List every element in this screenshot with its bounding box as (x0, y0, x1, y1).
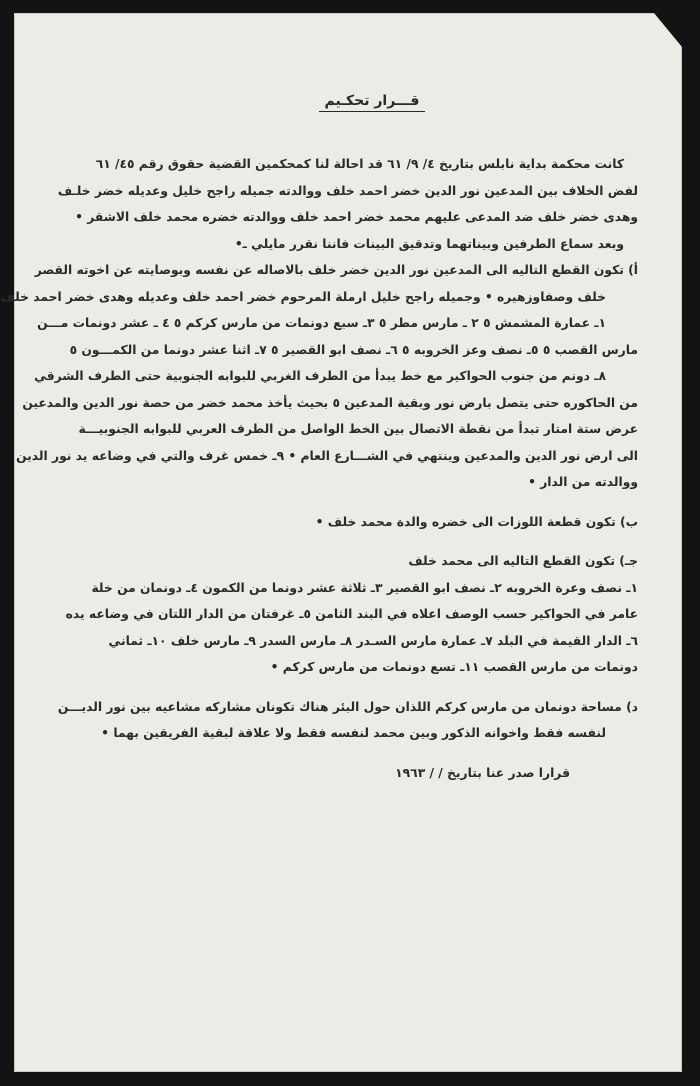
text-line: د) مساحة دونمان من مارس كركم اللذان حول البئر هناك تكونان مشاركه مشاعيه بين نور الديـــن (57, 699, 638, 714)
document-title: قـــرار تحكـيم (104, 93, 640, 109)
document-body (0, 93, 640, 786)
text-line: عرض ستة امتار تبدأ من نقطة الاتصال بين الخط الواصل من الطرف العربي للبوابه الجنوبيـــة (78, 422, 638, 436)
text-line: كانت محكمة بداية نابلس بتاريخ ٤/ ٩/ ٦١ قد احالة لنا كمحكمين القضية حقوق رقم ٤٥/ ٦١ (95, 157, 624, 171)
text-line: أ) تكون القطع التاليه الى المدعين نور الدين خضر خلف بالاصاله عن نفسه وبوصايته عن اخوته القصر (34, 263, 638, 277)
text-line: ب) تكون قطعة اللوزات الى خضره والدة محمد خلف • (315, 514, 638, 529)
spacer (44, 681, 640, 694)
text-line: جـ) تكون القطع التاليه الى محمد خلف (408, 554, 638, 568)
text-line: وبعد سماع الطرفين وبيناتهما وتدقيق البينات فاننا نقرر مايلي ـ• (234, 236, 624, 251)
folded-corner (654, 13, 682, 47)
spacer (44, 496, 640, 509)
text-line: وهدى خضر خلف ضد المدعى عليهم محمد خضر احمد خلف ووالدته خضره محمد خلف الاشقر • (75, 210, 638, 224)
text-line: ١ـ عمارة المشمش ٥ ٢ ـ مارس مطر ٥ ٣ـ سبع دونمات من مارس كركم ٥ ٤ ـ عشر دونمات مـــن (37, 316, 606, 330)
spacer (44, 747, 640, 760)
text-line: ٨ـ دونم من جنوب الحواكير مع خط يبدأ من الطرف الغربي للبوابه الجنوبية حتى الطرف الشرقي (34, 369, 606, 383)
paper-sheet (0, 13, 682, 1072)
text-line: ووالدته من الدار • (528, 475, 638, 489)
spacer (44, 535, 640, 548)
date-line: قرارا صدر عنا بتاريخ / / ١٩٦٣ (395, 765, 570, 780)
text-line: لفض الخلاف بين المدعين نور الدين خضر احمد خلف ووالدته جميله راجح خليل وعديله خضر خلـف (57, 183, 638, 198)
text-line: ٦ـ الدار القيمة في البلد ٧ـ عمارة مارس السـدر ٨ـ مارس السدر ٩ـ مارس خلف ١٠ـ ثماني (108, 633, 638, 648)
text-line: من الحاكوره حتى يتصل بارض نور وبقية المدعين ٥ بحيث يأخذ محمد خضر من حصة نور الدين والمدعين (22, 395, 638, 410)
text-line: خلف وصفاوزهيره • وجميله راجح خليل ارملة المرحوم خضر احمد خلف وعديله وهدى خضر احمد خلف (0, 289, 606, 304)
text-line: الى ارض نور الدين والمدعين وينتهي في الشـــارع العام • ٩ـ خمس غرف والتي في وضاعه يد نور الدين (16, 448, 638, 463)
text-line: مارس القصب ٥ ٥ـ نصف وعز الخروبه ٥ ٦ـ نصف ابو القصير ٥ ٧ـ اثنا عشر دونما من الكمـــون ٥ (69, 342, 638, 357)
text-line: دونمات من مارس القصب ١١ـ تسع دونمات من مارس كركم • (270, 660, 638, 674)
text-line: لنفسه فقط واخوانه الذكور وبين محمد لنفسه فقط ولا علاقة لبقية الفريقين بهما • (101, 726, 606, 740)
text-line: ١ـ نصف وعرة الخروبه ٢ـ نصف ابو القصير ٣ـ ثلاثة عشر دونما من الكمون ٤ـ دونمان من خلة (91, 580, 638, 595)
text-line: عامر في الحواكير حسب الوصف اعلاه في البند الثامن ٥ـ غرفتان من الدار اللتان في وضاعه يده (65, 607, 638, 621)
